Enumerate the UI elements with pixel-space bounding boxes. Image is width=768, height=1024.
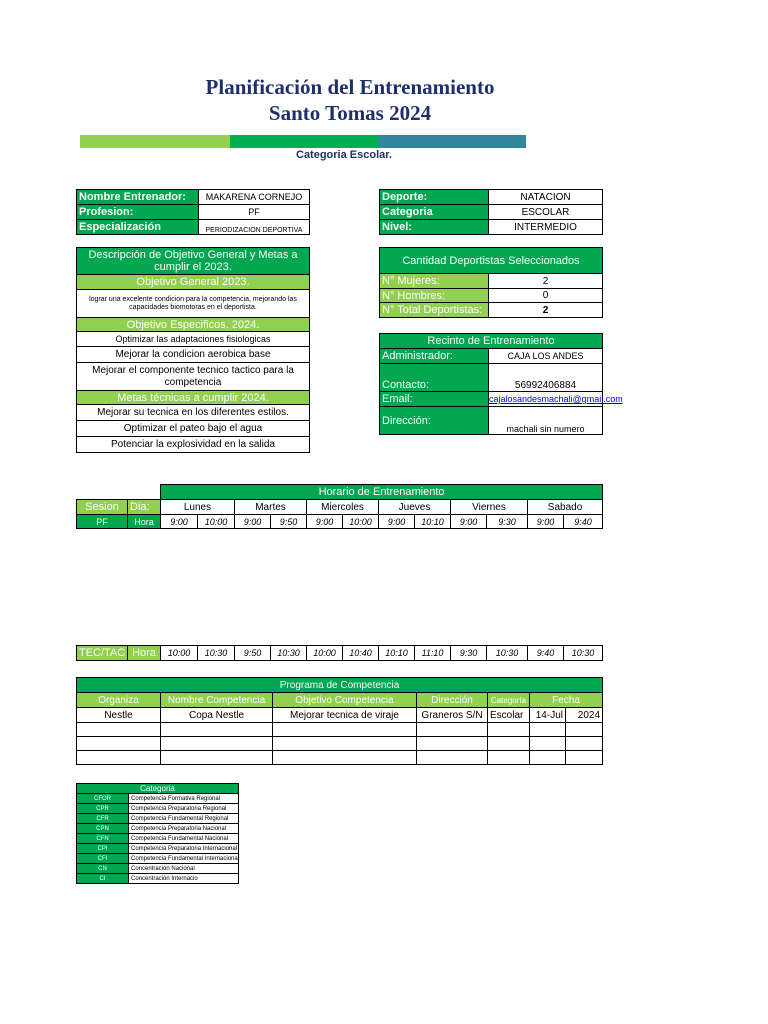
coach-table: [76, 189, 310, 235]
competition-header: Programa de Competencia: [77, 678, 603, 693]
category-code: CPR: [77, 804, 129, 814]
category-name: Competencia Preparatoria Internacional: [129, 844, 239, 854]
general-objective-text: lograr una excelente condicion para la competencia, mejorando las capacidades biomotoras en el deportista.: [77, 290, 310, 318]
tectac-time: 10:00: [161, 646, 198, 661]
table-row: [77, 737, 603, 751]
list-item: [77, 844, 239, 854]
cell: [161, 737, 273, 751]
specific-objective-item: Mejorar el componente tecnico tactico para la competencia: [77, 363, 310, 391]
address-label: Dirección:: [380, 407, 489, 435]
tectac-time: 9:40: [528, 646, 564, 661]
goal-item: Potenciar la explosividad en la salida: [77, 437, 310, 453]
cell: [273, 751, 417, 765]
cell: [488, 751, 530, 765]
women-value: 2: [489, 274, 603, 289]
specific-objective-item: Mejorar la condicion aerobica base: [77, 347, 310, 363]
session-pf-hour-label: Hora: [128, 515, 161, 529]
table-row: [77, 751, 603, 765]
specific-objective-item: Optimizar las adaptaciones fisiologicas: [77, 332, 310, 347]
col-direccion: Dirección: [417, 693, 488, 708]
venue-table: [379, 333, 623, 435]
tectac-time: 11:10: [415, 646, 451, 661]
men-label: N° Hombres:: [380, 289, 489, 303]
pf-time: 10:00: [198, 515, 235, 529]
list-item: [77, 834, 239, 844]
category-name: Competencia Fundamental Nacional: [129, 834, 239, 844]
category-legend-header: Categoria: [77, 784, 239, 794]
competition-table: [76, 677, 603, 765]
col-fecha: Fecha: [530, 693, 603, 708]
coach-label: Nombre Entrenador:: [77, 190, 199, 205]
tectac-time: 10:30: [271, 646, 307, 661]
cell: [530, 751, 566, 765]
cell: [488, 723, 530, 737]
title-line2: Santo Tomas 2024: [268, 101, 432, 125]
admin-value: CAJA LOS ANDES: [489, 349, 603, 364]
cell: [530, 723, 566, 737]
category-name: Competencia Fundamental Internacional: [129, 854, 239, 864]
category-code: CN: [77, 864, 129, 874]
venue-header: Recinto de Entrenamiento: [380, 334, 603, 349]
athletes-header: Cantidad Deportistas Seleccionados: [380, 248, 603, 274]
table-row: [77, 723, 603, 737]
admin-label: Administrador:: [380, 349, 489, 364]
cell: [566, 737, 603, 751]
category-name: Concentración Nacional: [129, 864, 239, 874]
pf-time: 9:40: [564, 515, 603, 529]
schedule-header: Horario de Entrenamiento: [161, 485, 603, 500]
col-organiza: Organiza: [77, 693, 161, 708]
goal-item: Optimizar el pateo bajo el agua: [77, 421, 310, 437]
category-name: Competencia Preparatoria Regional: [129, 804, 239, 814]
level-value: INTERMEDIO: [489, 220, 603, 235]
tectac-time: 10:10: [379, 646, 415, 661]
cell-objetivo: Mejorar tecnica de viraje: [273, 708, 417, 723]
col-nombre-competencia: Nombre Competencia: [161, 693, 273, 708]
tectac-time: 10:30: [198, 646, 235, 661]
category-legend-table: [76, 783, 239, 884]
pf-time: 10:10: [415, 515, 451, 529]
cell: [77, 723, 161, 737]
list-item: [77, 804, 239, 814]
category-code: CFI: [77, 854, 129, 864]
objectives-header: Descripción de Objetivo General y Metas a cumplir el 2023.: [77, 248, 310, 275]
cell-nombre: Copa Nestle: [161, 708, 273, 723]
goal-item: Mejorar su tecnica en los diferentes estilos.: [77, 405, 310, 421]
email-label: Email:: [380, 392, 489, 407]
men-value: 0: [489, 289, 603, 303]
page-title: [150, 74, 550, 126]
day-label: Dia:: [128, 500, 161, 515]
objectives-table: [76, 247, 310, 453]
specific-objectives-header: Objetivo Especificos. 2024.: [77, 318, 310, 332]
col-categoria: Categoría: [488, 693, 530, 708]
sport-label: Deporte:: [380, 190, 489, 205]
list-item: [77, 864, 239, 874]
color-bar-segment-1: [80, 135, 230, 148]
category-name: Competencia Fundamental Regional: [129, 814, 239, 824]
cell: [566, 723, 603, 737]
cell: [530, 737, 566, 751]
specialization-value: PERIODIZACION DEPORTIVA: [199, 220, 310, 235]
cell: [77, 751, 161, 765]
tectac-time: 10:40: [343, 646, 379, 661]
tectac-time: 10:00: [307, 646, 343, 661]
contact-label: Contacto:: [380, 364, 489, 392]
pf-time: 9:30: [487, 515, 528, 529]
cell-fecha-dia: 14-Jul: [530, 708, 566, 723]
level-label: Nivel:: [380, 220, 489, 235]
sport-table: [379, 189, 603, 235]
specialization-label: Especialización: [77, 220, 199, 235]
cell: [161, 751, 273, 765]
tectac-time: 10:30: [564, 646, 603, 661]
pf-time: 9:00: [528, 515, 564, 529]
category-name: Competencia Preparatoria Nacional: [129, 824, 239, 834]
list-item: [77, 874, 239, 884]
title-line1: Planificación del Entrenamiento: [205, 75, 495, 99]
subtitle: Categoria Escolar.: [296, 149, 392, 161]
cell: [488, 737, 530, 751]
pf-time: 9:00: [451, 515, 487, 529]
email-value[interactable]: cajalosandesmachali@gmail.com: [489, 394, 623, 404]
category-value: ESCOLAR: [489, 205, 603, 220]
session-tectac-label: TEC/TAC: [77, 646, 128, 661]
category-name: Competencia Formativa Regional: [129, 794, 239, 804]
session-pf-label: PF: [77, 515, 128, 529]
cell: [417, 723, 488, 737]
session-label: Sesion: [77, 500, 128, 515]
cell: [566, 751, 603, 765]
schedule-table: [76, 484, 603, 529]
list-item: [77, 814, 239, 824]
schedule-tectac-table: [76, 645, 603, 661]
tectac-time: 9:50: [235, 646, 271, 661]
goals-header: Metas técnicas a cumplir 2024.: [77, 391, 310, 405]
contact-value: 56992406884: [489, 364, 603, 392]
cell: [161, 723, 273, 737]
category-code: CFR: [77, 814, 129, 824]
women-label: N° Mujeres:: [380, 274, 489, 289]
category-label: Categoria: [380, 205, 489, 220]
list-item: [77, 824, 239, 834]
color-bar: [80, 135, 526, 148]
col-objetivo-competencia: Objetivo Competencia: [273, 693, 417, 708]
email-link[interactable]: [489, 392, 623, 407]
category-code: CPI: [77, 844, 129, 854]
pf-time: 9:50: [271, 515, 307, 529]
cell: [273, 723, 417, 737]
pf-time: 9:00: [235, 515, 271, 529]
cell: [77, 737, 161, 751]
address-value: machali sin numero: [489, 407, 603, 435]
category-code: CPN: [77, 824, 129, 834]
athletes-table: [379, 247, 603, 318]
category-code: CFN: [77, 834, 129, 844]
category-code: CFOR: [77, 794, 129, 804]
pf-time: 9:00: [307, 515, 343, 529]
tectac-time: 10:30: [487, 646, 528, 661]
general-objective-header: Objetivo General 2023.: [77, 275, 310, 290]
day-thursday: Jueves: [379, 500, 451, 515]
pf-time: 10:00: [343, 515, 379, 529]
day-monday: Lunes: [161, 500, 235, 515]
profession-value: PF: [199, 205, 310, 220]
sport-value: NATACION: [489, 190, 603, 205]
cell-categoria: Escolar: [488, 708, 530, 723]
day-friday: Viernes: [451, 500, 528, 515]
cell: [273, 737, 417, 751]
tectac-time: 9:30: [451, 646, 487, 661]
session-tectac-hour-label: Hora: [128, 646, 161, 661]
pf-time: 9:00: [379, 515, 415, 529]
day-wednesday: Miercoles: [307, 500, 379, 515]
total-label: N° Total Deportistas:: [380, 303, 489, 318]
cell-organiza: Nestle: [77, 708, 161, 723]
cell: [417, 737, 488, 751]
category-name: Concentración Internacio: [129, 874, 239, 884]
cell: [417, 751, 488, 765]
total-value: 2: [489, 303, 603, 318]
list-item: [77, 794, 239, 804]
cell-direccion: Graneros S/N: [417, 708, 488, 723]
list-item: [77, 854, 239, 864]
color-bar-segment-3: [378, 135, 526, 148]
pf-time: 9:00: [161, 515, 198, 529]
table-row: [77, 708, 603, 723]
day-saturday: Sabado: [528, 500, 603, 515]
color-bar-segment-2: [230, 135, 378, 148]
category-code: CI: [77, 874, 129, 884]
cell-fecha-anio: 2024: [566, 708, 603, 723]
coach-value: MAKARENA CORNEJO: [199, 190, 310, 205]
day-tuesday: Martes: [235, 500, 307, 515]
profession-label: Profesion:: [77, 205, 199, 220]
